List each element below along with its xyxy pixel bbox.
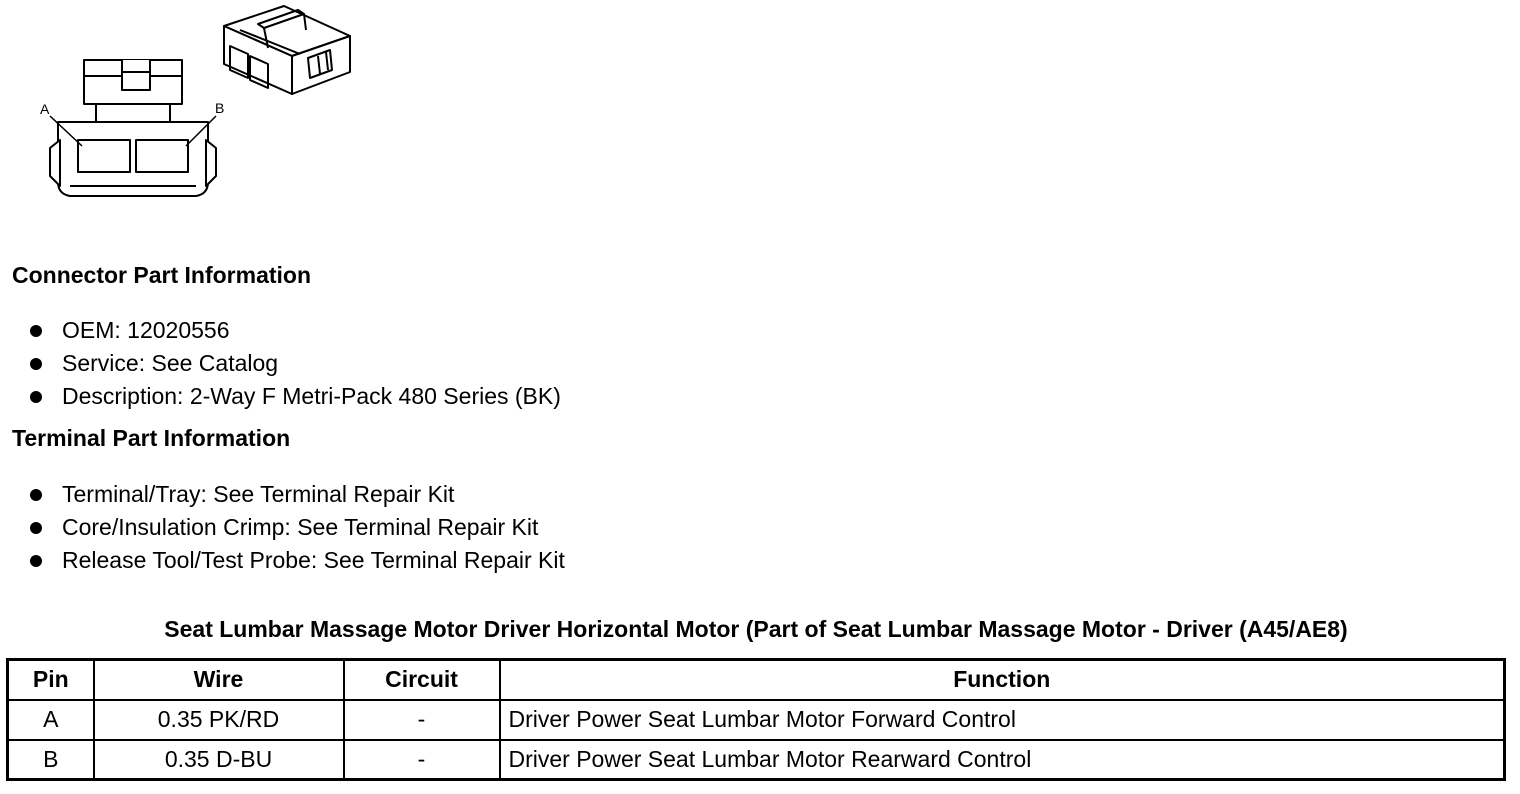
header-function: Function bbox=[500, 660, 1505, 700]
list-item: Terminal/Tray: See Terminal Repair Kit bbox=[0, 478, 565, 511]
bullet-icon bbox=[30, 391, 42, 403]
cell-wire: 0.35 PK/RD bbox=[94, 700, 344, 740]
bullet-icon bbox=[30, 325, 42, 337]
list-item: Release Tool/Test Probe: See Terminal Repair Kit bbox=[0, 544, 565, 577]
pin-table-title: Seat Lumbar Massage Motor Driver Horizontal Motor (Part of Seat Lumbar Massage Motor - Driver (A45/AE8) bbox=[164, 616, 1348, 642]
cell-function: Driver Power Seat Lumbar Motor Rearward Control bbox=[500, 740, 1505, 780]
list-item: OEM: 12020556 bbox=[0, 314, 561, 347]
cell-circuit: - bbox=[344, 740, 500, 780]
table-row bbox=[8, 740, 1505, 780]
terminal-part-list bbox=[0, 478, 565, 577]
header-wire: Wire bbox=[94, 660, 344, 700]
pin-b-label: B bbox=[215, 100, 225, 116]
cell-pin: A bbox=[8, 700, 94, 740]
pin-a-label: A bbox=[40, 101, 50, 117]
connector-isometric-view bbox=[224, 6, 350, 94]
cell-function: Driver Power Seat Lumbar Motor Forward Control bbox=[500, 700, 1505, 740]
cell-pin: B bbox=[8, 740, 94, 780]
bullet-icon bbox=[30, 555, 42, 567]
bullet-icon bbox=[30, 358, 42, 370]
terminal-part-heading: Terminal Part Information bbox=[12, 425, 291, 451]
table-row bbox=[8, 700, 1505, 740]
header-circuit: Circuit bbox=[344, 660, 500, 700]
connector-diagram bbox=[0, 0, 370, 210]
table-header-row bbox=[8, 660, 1505, 700]
cell-circuit: - bbox=[344, 700, 500, 740]
header-pin: Pin bbox=[8, 660, 94, 700]
bullet-icon bbox=[30, 489, 42, 501]
list-item: Description: 2-Way F Metri-Pack 480 Series (BK) bbox=[0, 380, 561, 413]
cell-wire: 0.35 D-BU bbox=[94, 740, 344, 780]
bullet-icon bbox=[30, 522, 42, 534]
pin-table bbox=[6, 658, 1506, 781]
connector-part-list bbox=[0, 314, 561, 413]
connector-front-view bbox=[50, 60, 216, 196]
connector-part-heading: Connector Part Information bbox=[12, 262, 312, 288]
list-item: Service: See Catalog bbox=[0, 347, 561, 380]
list-item: Core/Insulation Crimp: See Terminal Repair Kit bbox=[0, 511, 565, 544]
